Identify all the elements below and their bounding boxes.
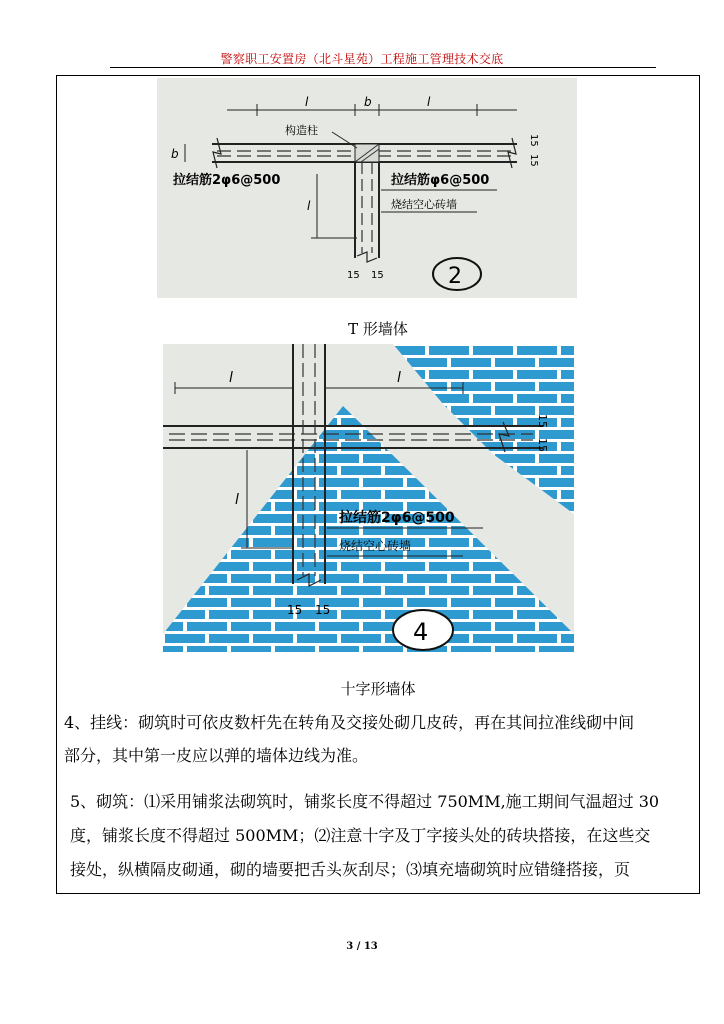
dim-l-left: l [229,370,233,386]
paragraph-5 [70,785,692,887]
p4-line2: 部分，其中第一皮应以弹的墙体边线为准。 [64,746,369,765]
dim-l-vertical: l [235,492,239,508]
page-header: 警察职工安置房（北斗星苑）工程施工管理技术交底 [220,52,504,66]
page-number: 3 / 13 [346,941,378,952]
dim-l-vertical: l [307,199,311,213]
paragraph-4 [64,706,692,772]
label-wall: 烧结空心砖墙 [391,198,457,211]
p5-line1: 5、砌筑：⑴采用铺浆法砌筑时，铺浆长度不得超过 750MM,施工期间气温超过 30 [70,792,660,811]
label-tie-left: 拉结筋2φ6@500 [173,173,281,188]
dim-l-right: l [397,370,401,386]
dim-l-right: l [427,95,431,109]
caption-cross-wall: 十字形墙体 [340,680,416,698]
dim-b: b [364,95,372,109]
dim-15d: 15 [315,603,331,617]
figure-cross-wall [163,344,574,652]
dim-l-left: l [305,95,309,109]
p5-line3: 接处，纵横隔皮砌通，砌的墙要把舌头灰刮尽；⑶填充墙砌筑时应错缝搭接，页 [70,860,631,879]
dim-15d: 15 [371,270,384,281]
p5-line2: 度，铺浆长度不得超过 500MM；⑵注意十字及丁字接头处的砖块搭接，在这些交 [70,826,651,845]
caption-t-wall: T 形墙体 [348,320,408,338]
header-rule [110,67,656,68]
dim-b-side: b [171,147,179,161]
dim-15c: 15 [347,270,360,281]
dim-15c: 15 [287,603,303,617]
label-wall: 烧结空心砖墙 [339,539,412,553]
p4-line1: 4、挂线：砌筑时可依皮数杆先在转角及交接处砌几皮砖，再在其间拉准线砌中间 [64,713,635,732]
figure-number-2: 2 [448,264,462,289]
figure-t-wall [157,78,577,298]
figure-number-4: 4 [413,618,429,646]
dim-15a: 15 [528,134,539,147]
dim-15b: 15 [536,438,549,452]
label-tie-right: 拉结筋φ6@500 [391,173,490,188]
label-column: 构造柱 [285,124,318,137]
label-tie: 拉结筋2φ6@500 [339,510,455,526]
dim-15b: 15 [528,154,539,167]
dim-15a: 15 [536,414,549,428]
